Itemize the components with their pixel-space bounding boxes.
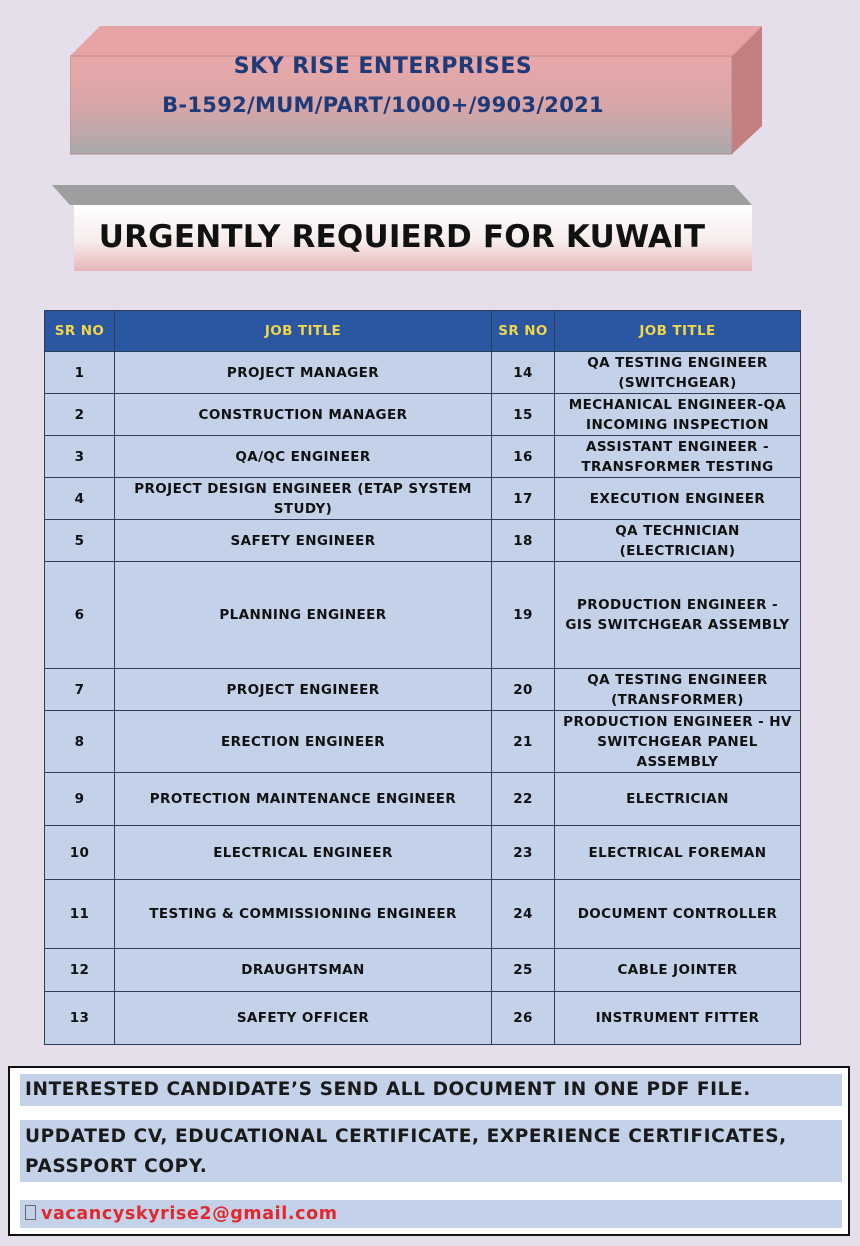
job-title-cell: QA/QC ENGINEER <box>115 436 492 478</box>
sr-no-cell: 1 <box>45 352 115 394</box>
job-rows <box>45 352 801 1045</box>
sr-no-cell: 18 <box>492 520 555 562</box>
job-title-cell: CABLE JOINTER <box>555 949 801 992</box>
sr-no-cell: 14 <box>492 352 555 394</box>
sr-no-cell: 22 <box>492 773 555 826</box>
job-title-cell: INSTRUMENT FITTER <box>555 992 801 1045</box>
sr-no-cell: 6 <box>45 562 115 669</box>
job-title-cell: PROJECT MANAGER <box>115 352 492 394</box>
mail-icon <box>25 1205 36 1220</box>
instruction-documents: UPDATED CV, EDUCATIONAL CERTIFICATE, EXPERIENCE CERTIFICATES, PASSPORT COPY. <box>20 1120 842 1182</box>
sr-no-cell: 23 <box>492 826 555 880</box>
table-row <box>45 394 801 436</box>
job-title-cell: QA TESTING ENGINEER (SWITCHGEAR) <box>555 352 801 394</box>
job-title-cell: SAFETY ENGINEER <box>115 520 492 562</box>
job-title-cell: ELECTRICAL ENGINEER <box>115 826 492 880</box>
sr-no-cell: 7 <box>45 669 115 711</box>
sr-no-cell: 2 <box>45 394 115 436</box>
job-title-cell: ERECTION ENGINEER <box>115 711 492 773</box>
job-title-cell: TESTING & COMMISSIONING ENGINEER <box>115 880 492 949</box>
contact-email[interactable]: vacancyskyrise2@gmail.com <box>41 1204 338 1224</box>
job-title-cell: QA TECHNICIAN (ELECTRICIAN) <box>555 520 801 562</box>
sr-no-cell: 3 <box>45 436 115 478</box>
table-row <box>45 669 801 711</box>
sr-no-cell: 24 <box>492 880 555 949</box>
sr-no-cell: 25 <box>492 949 555 992</box>
contact-email-line <box>20 1200 842 1228</box>
sr-no-cell: 11 <box>45 880 115 949</box>
job-title-cell: PROJECT DESIGN ENGINEER (ETAP SYSTEM STUDY) <box>115 478 492 520</box>
table-header-row <box>45 311 801 352</box>
sr-no-cell: 12 <box>45 949 115 992</box>
table-row <box>45 880 801 949</box>
job-title-cell: ASSISTANT ENGINEER - TRANSFORMER TESTING <box>555 436 801 478</box>
job-title-cell: PRODUCTION ENGINEER - HV SWITCHGEAR PANEL ASSEMBLY <box>555 711 801 773</box>
job-title-cell: DOCUMENT CONTROLLER <box>555 880 801 949</box>
sr-no-header: SR NO <box>45 311 115 352</box>
table-row <box>45 711 801 773</box>
job-title-cell: MECHANICAL ENGINEER-QA INCOMING INSPECTION <box>555 394 801 436</box>
table-row <box>45 352 801 394</box>
sr-no-cell: 10 <box>45 826 115 880</box>
job-title-cell: DRAUGHTSMAN <box>115 949 492 992</box>
sr-no-cell: 15 <box>492 394 555 436</box>
table-row <box>45 478 801 520</box>
sr-no-cell: 16 <box>492 436 555 478</box>
company-name: SKY RISE ENTERPRISES <box>233 54 533 79</box>
sr-no-cell: 8 <box>45 711 115 773</box>
job-title-cell: PROJECT ENGINEER <box>115 669 492 711</box>
job-title-cell: EXECUTION ENGINEER <box>555 478 801 520</box>
sr-no-cell: 13 <box>45 992 115 1045</box>
table-row <box>45 773 801 826</box>
job-title-cell: PROTECTION MAINTENANCE ENGINEER <box>115 773 492 826</box>
sr-no-cell: 5 <box>45 520 115 562</box>
job-title-cell: ELECTRICIAN <box>555 773 801 826</box>
job-title-cell: PRODUCTION ENGINEER - GIS SWITCHGEAR ASSEMBLY <box>555 562 801 669</box>
job-table <box>44 310 801 1045</box>
instructions-box <box>8 1066 850 1236</box>
headline-banner <box>52 185 754 275</box>
headline-title: URGENTLY REQUIERD FOR KUWAIT <box>98 219 706 255</box>
sr-no-cell: 9 <box>45 773 115 826</box>
job-title-cell: ELECTRICAL FOREMAN <box>555 826 801 880</box>
table-row <box>45 992 801 1045</box>
table-row <box>45 826 801 880</box>
job-title-cell: CONSTRUCTION MANAGER <box>115 394 492 436</box>
table-row <box>45 520 801 562</box>
table-row <box>45 949 801 992</box>
sr-no-cell: 26 <box>492 992 555 1045</box>
sr-no-header-2: SR NO <box>492 311 555 352</box>
table-row <box>45 436 801 478</box>
job-title-cell: SAFETY OFFICER <box>115 992 492 1045</box>
table-row <box>45 562 801 669</box>
job-title-header-2: JOB TITLE <box>555 311 801 352</box>
job-title-cell: QA TESTING ENGINEER (TRANSFORMER) <box>555 669 801 711</box>
instruction-pdf: INTERESTED CANDIDATE’S SEND ALL DOCUMENT IN ONE PDF FILE. <box>20 1074 842 1106</box>
sr-no-cell: 19 <box>492 562 555 669</box>
job-title-header: JOB TITLE <box>115 311 492 352</box>
job-title-cell: PLANNING ENGINEER <box>115 562 492 669</box>
company-header-box <box>70 26 765 158</box>
license-number: B-1592/MUM/PART/1000+/9903/2021 <box>162 93 604 117</box>
sr-no-cell: 20 <box>492 669 555 711</box>
sr-no-cell: 21 <box>492 711 555 773</box>
sr-no-cell: 17 <box>492 478 555 520</box>
sr-no-cell: 4 <box>45 478 115 520</box>
